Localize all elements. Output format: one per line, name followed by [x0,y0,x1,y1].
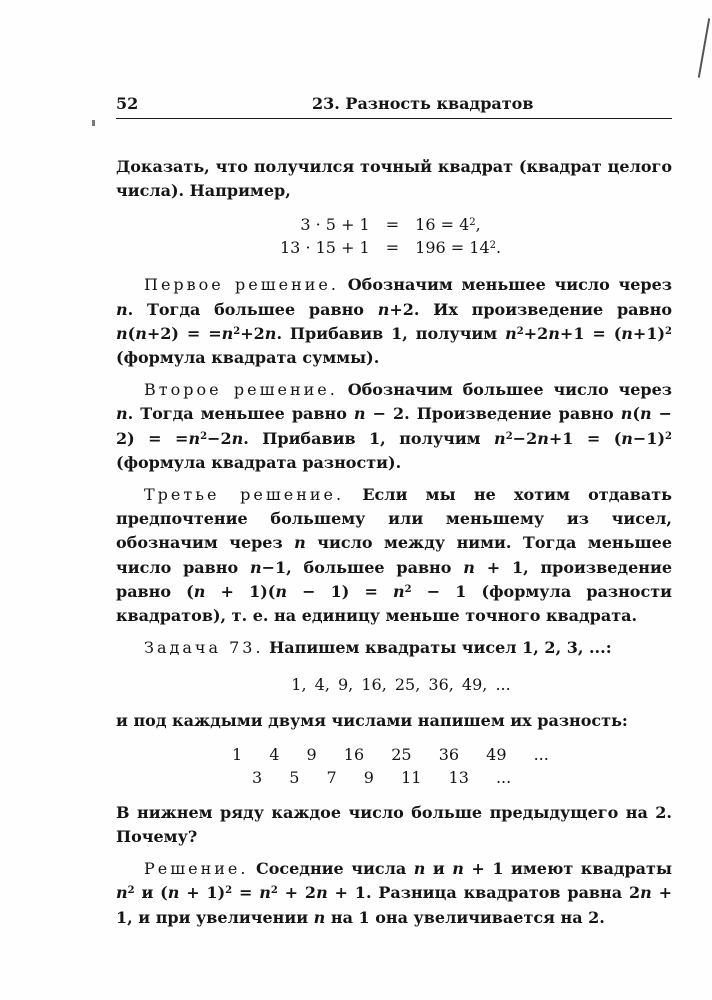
header-rule [116,118,672,119]
page-number: 52 [116,94,139,113]
differences-row: 3 5 7 9 11 13 ... [252,767,512,787]
squares-row: 1 4 9 16 25 36 49 ... [232,744,549,764]
page-spine-edge [700,0,712,80]
problem-73-label: Задача 73. [144,638,264,658]
solution-3-label: Третье решение. [144,485,345,505]
problem-73-question: В нижнем ряду каждое число больше предыдущего на 2. Почему? [116,802,672,847]
section-title: 23. Разность квадратов [312,94,534,113]
page-header [116,93,672,117]
solution-1-label: Первое решение. [144,275,339,295]
page-body [116,155,672,930]
differences-table [116,743,672,793]
problem-73-instruction: и под каждыми двумя числами напишем их разность: [116,710,628,730]
squares-sequence: 1, 4, 9, 16, 25, 36, 49, ... [291,675,511,695]
solution-3-paragraph: Третье решение. Если мы не хотим отдавать предпочтение большему или меньшему из чисел, обозначим через n число между ними. Тогда меньшее число равно n−1, большее равно n + 1, произведение равно $(n + 1)(n - 1) = n^2 - 1$ (формула разности квадратов), т. е. на единицу меньше точного квадрата. [116,485,673,626]
solution-73-paragraph: Решение. Соседние числа n и n + 1 имеют квадраты $n^2$ и $(n + 1)^2 = n^2 + 2n + 1$. Разница квадратов равна 2n + 1, и при увеличении n на 1 она увеличивается на 2. [116,859,672,927]
intro-paragraph: Доказать, что получился точный квадрат (квадрат целого числа). Например, [116,157,672,201]
solution-2-paragraph: Второе решение. Обозначим большее число через n. Тогда меньшее равно n − 2. Произведение равно $n(n - 2) = =n^2-2n$. Прибавив 1, получим $n^2-2n+1 = (n-1)^2$ (формула квадрата разности). [116,380,673,472]
solution-73-label: Решение. [144,859,249,879]
problem-73-statement: Задача 73. Напишем квадраты чисел 1, 2, 3, ...: [144,638,612,658]
solution-2-label: Второе решение. [144,380,338,400]
equation-row: 13 · 15 + 1 = $196 = 14^2$. [280,238,502,258]
equation-row: 3 · 5 + 1 = $16 = 4^2$, [300,215,481,235]
example-equations [274,213,507,259]
scan-mark [92,120,95,126]
solution-1-paragraph: Первое решение. Обозначим меньшее число через n. Тогда большее равно n+2. Их произведение равно $n(n+2) = =n^2+2n$. Прибавив 1, получим $n^2+2n+1 = (n+1)^2$ (формула квадрата суммы). [116,275,673,368]
